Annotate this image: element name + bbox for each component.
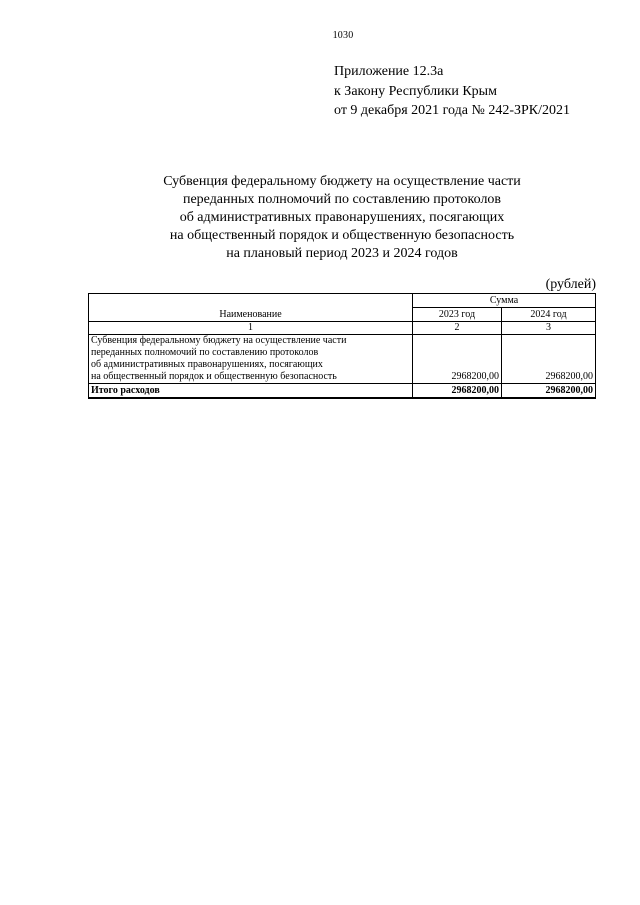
total-row: [89, 384, 596, 399]
row-name-line: об административных правонарушениях, посягающих: [91, 359, 323, 370]
column-number: 2: [413, 322, 502, 335]
page-number: 1030: [332, 30, 354, 41]
appendix-header: [334, 62, 570, 121]
header-sum: Сумма: [413, 294, 596, 308]
title-line: Субвенция федеральному бюджету на осуществление части: [163, 174, 521, 189]
document-title: [88, 173, 596, 263]
units-label: (рублей): [545, 277, 596, 292]
row-value-2024: 2968200,00: [501, 335, 595, 384]
total-value-2023: 2968200,00: [413, 384, 502, 399]
appendix-title: Приложение 12.3а: [334, 64, 444, 79]
appendix-law: к Закону Республики Крым: [334, 83, 497, 99]
header-name: Наименование: [89, 294, 413, 322]
title-line: на плановый период 2023 и 2024 годов: [226, 246, 458, 261]
row-name-line: Субвенция федеральному бюджету на осуществление части: [91, 335, 347, 346]
total-value-2024: 2968200,00: [501, 384, 595, 399]
appendix-date: от 9 декабря 2021 года № 242-ЗРК/2021: [334, 103, 571, 118]
title-line: переданных полномочий по составлению протоколов: [182, 192, 502, 207]
column-number: 1: [89, 322, 413, 335]
title-line: на общественный порядок и общественную безопасность: [169, 228, 515, 243]
budget-table: [88, 293, 596, 399]
table-header-row: [89, 294, 596, 308]
column-number: 3: [501, 322, 595, 335]
row-name-line: на общественный порядок и общественную безопасность: [91, 371, 337, 382]
column-number-row: [89, 322, 596, 335]
row-value-2023: 2968200,00: [413, 335, 502, 384]
table-row: [89, 335, 596, 384]
header-year-2023: 2023 год: [413, 308, 502, 322]
row-name-line: переданных полномочий по составлению протоколов: [91, 347, 319, 358]
title-line: об административных правонарушениях, посягающих: [179, 210, 505, 225]
row-name: [89, 335, 413, 384]
total-label: Итого расходов: [89, 384, 413, 399]
header-year-2024: 2024 год: [501, 308, 595, 322]
